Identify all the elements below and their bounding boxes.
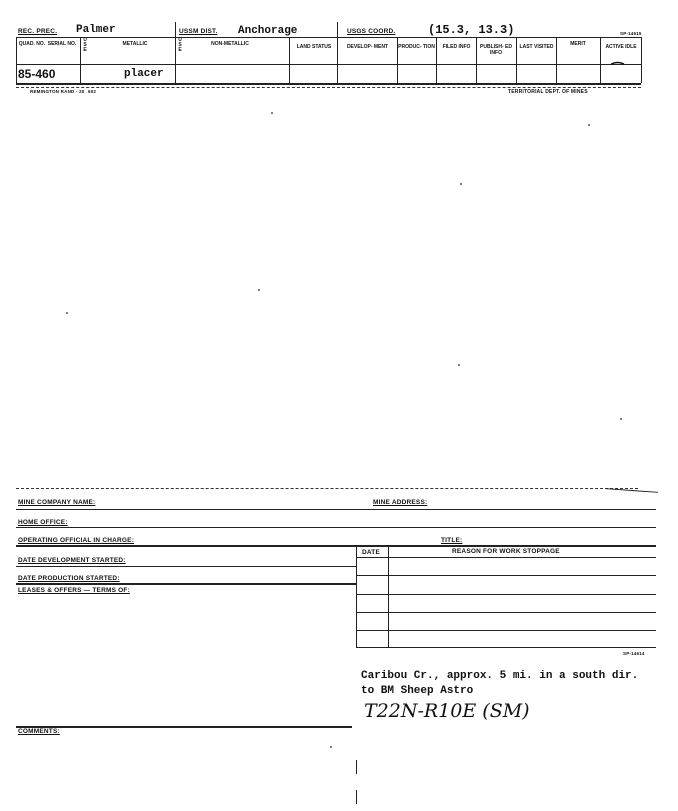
scan-speck: [271, 112, 273, 114]
rec-prec-label: REC. PREC.: [18, 28, 58, 35]
title-label: TITLE:: [441, 537, 463, 544]
mine-company-name-label: MINE COMPANY NAME:: [18, 499, 96, 506]
home-office-label: HOME OFFICE:: [18, 519, 68, 526]
date-development-started-label: DATE DEVELOPMENT STARTED:: [18, 557, 126, 564]
col-production: PRODUC- TION: [398, 44, 435, 50]
printer-label: REMINGTON RAND - 20: [30, 89, 85, 94]
col-development: DEVELOP- MENT: [346, 44, 389, 50]
typed-note-line-2: to BM Sheep Astro: [361, 685, 474, 697]
col-use-right: U S E: [178, 37, 182, 53]
active-idle-mark: ⁀: [612, 62, 624, 78]
leases-offers-label: LEASES & OFFERS — TERMS OF:: [18, 587, 130, 594]
col-use-left: U S E: [83, 37, 87, 53]
col-active-idle: ACTIVE IDLE: [605, 44, 637, 50]
col-filed-info: FILED INFO: [442, 44, 471, 50]
date-production-started-label: DATE PRODUCTION STARTED:: [18, 575, 120, 582]
col-published-info: PUBLISH- ED INFO: [480, 44, 512, 56]
stoppage-date-header: DATE: [362, 549, 381, 556]
mine-address-label: MINE ADDRESS:: [373, 499, 428, 506]
scan-speck: [258, 289, 260, 291]
usgs-coord-label: USGS COORD.: [347, 28, 396, 35]
dept-label: TERRITORIAL DEPT. OF MINES: [508, 89, 588, 95]
scan-speck: [458, 364, 460, 366]
ussm-dist-value: Anchorage: [238, 25, 298, 37]
operating-official-label: OPERATING OFFICIAL IN CHARGE:: [18, 537, 135, 544]
record-metallic: placer: [124, 68, 164, 80]
stoppage-reason-header: REASON FOR WORK STOPPAGE: [452, 548, 560, 555]
handwritten-note: T22N-R10E (SM): [364, 700, 530, 722]
form-number: SP-14615: [620, 31, 642, 36]
col-land-status: LAND STATUS: [296, 44, 332, 50]
col-non-metallic: NON-METALLIC: [211, 41, 249, 47]
col-quad-no: QUAD. NO.: [18, 41, 46, 47]
ussm-dist-label: USSM DIST.: [179, 28, 218, 35]
scan-speck: [330, 746, 332, 748]
col-last-visited: LAST VISITED: [519, 44, 554, 50]
col-serial-no: SERIAL NO.: [47, 41, 77, 47]
scan-speck: [588, 124, 590, 126]
usgs-coord-value: (15.3, 13.3): [428, 23, 515, 37]
comments-label: COMMENTS:: [18, 728, 60, 735]
scan-speck: [620, 418, 622, 420]
rec-prec-value: Palmer: [76, 24, 116, 36]
typed-note-line-1: Caribou Cr., approx. 5 mi. in a south dir.: [361, 670, 639, 682]
printer-code: 602: [88, 89, 97, 94]
form-number-2: SP-14614: [623, 651, 645, 656]
col-merit: MERIT: [570, 41, 586, 47]
scan-speck: [460, 183, 462, 185]
record-quad-serial: 85-460: [18, 67, 56, 81]
col-metallic: METALLIC: [122, 41, 148, 47]
scan-speck: [66, 312, 68, 314]
